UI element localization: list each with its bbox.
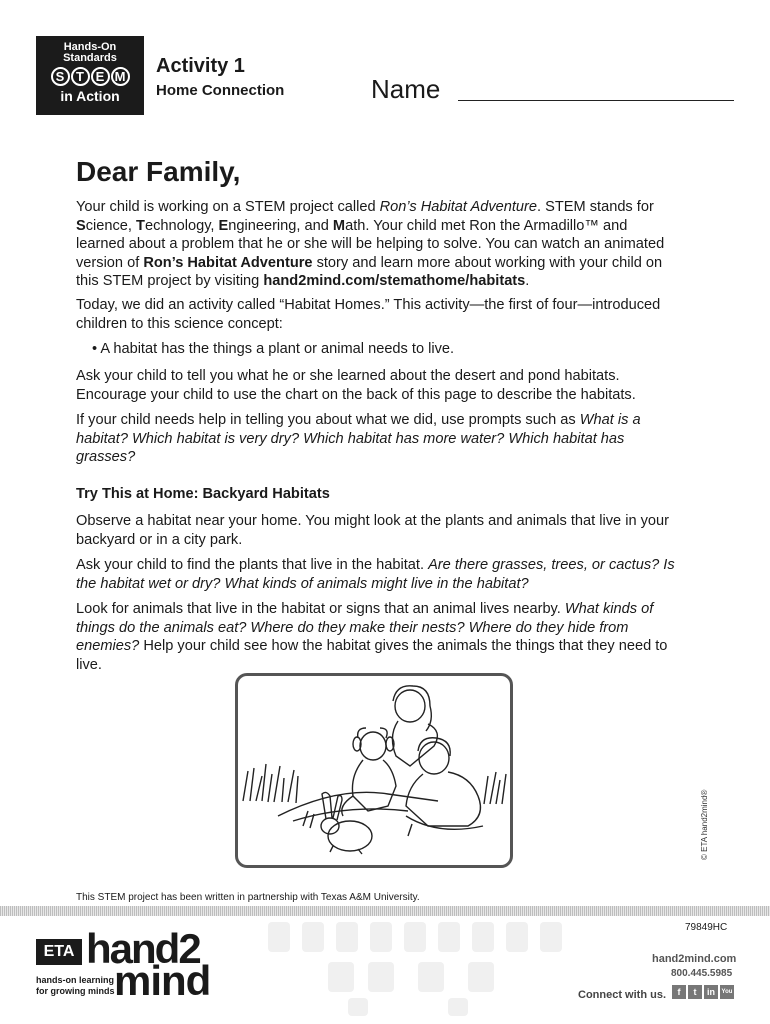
p1-engineering: ngineering, and xyxy=(228,217,333,234)
p1-text-c: story and learn more about working with your child on this STEM project by visiting xyxy=(76,254,663,289)
facebook-icon[interactable]: f xyxy=(672,985,686,999)
p1-science: cience, xyxy=(85,217,137,234)
tagline-line2: for growing minds xyxy=(36,986,115,996)
name-field-line[interactable] xyxy=(458,100,734,101)
concept-bullet: • A habitat has the things a plant or animal needs to live. xyxy=(92,341,455,357)
stem-letter-s: S xyxy=(76,217,86,234)
activity-title: Activity 1 xyxy=(156,55,245,77)
story-title-italic: Ron’s Habitat Adventure xyxy=(379,199,538,215)
kids-watermark xyxy=(268,918,578,1018)
observe-paragraph: Observe a habitat near your home. You might look at the plants and animals that live in your backyard or in a city park. xyxy=(76,513,670,548)
p1-math: ath. Your child met Ron the Armadillo™ and learned about a problem that he or she will be helping to solve. You can watch an animated version of xyxy=(76,217,665,271)
logo-letter-e: E xyxy=(91,67,110,86)
try-at-home-heading: Try This at Home: Backyard Habitats xyxy=(76,486,330,502)
family-with-rabbit-drawing xyxy=(238,676,510,865)
linkedin-icon[interactable]: in xyxy=(704,985,718,999)
animals-paragraph xyxy=(76,600,676,674)
copyright-notice: © ETA hand2mind® xyxy=(700,789,709,860)
p1-text-a: Your child is working on a STEM project called xyxy=(76,199,380,215)
p4-text-a: If your child needs help in telling you about what we did, use prompts such as xyxy=(76,412,580,428)
brand-mind: mind xyxy=(114,957,211,1004)
story-title-bold: Ron’s Habitat Adventure xyxy=(143,254,313,271)
p1-technology: echnology, xyxy=(144,217,219,234)
logo-letter-s: S xyxy=(51,67,70,86)
footer-website[interactable]: hand2mind.com xyxy=(652,953,737,965)
product-code: 79849HC xyxy=(685,922,728,933)
stem-letter-e: E xyxy=(218,217,229,234)
p6-text-a: Ask your child to find the plants that live in the habitat. xyxy=(76,557,429,573)
greeting: Dear Family, xyxy=(76,156,241,187)
twitter-icon[interactable]: t xyxy=(688,985,702,999)
eta-logo: ETA xyxy=(36,939,82,965)
name-label: Name xyxy=(371,74,441,104)
stem-letter-t: T xyxy=(136,217,145,234)
logo-letter-t: T xyxy=(71,67,90,86)
p7-text-b: Help your child see how the habitat gives the animals the things that they need to live. xyxy=(76,638,668,673)
footer-divider-band xyxy=(0,906,770,916)
plants-paragraph xyxy=(76,556,676,593)
intro-paragraph xyxy=(76,198,676,291)
activity-paragraph: Today, we did an activity called “Habitat Homes.” This activity—the first of four—introduced children to this science concept: xyxy=(76,297,661,332)
youtube-icon[interactable]: You xyxy=(720,985,734,999)
activity-subtitle: Home Connection xyxy=(156,82,285,99)
logo-stem-letters xyxy=(36,67,144,86)
p7-questions: What kinds of things do the animals eat? Where do they make their nests? Where do they hide from enemies? xyxy=(76,601,654,654)
stem-letter-m: M xyxy=(332,217,346,234)
website-link[interactable]: hand2mind.com/stemathome/habitats xyxy=(263,273,526,289)
footer-phone: 800.445.5985 xyxy=(671,968,733,979)
p6-questions: Are there grasses, trees, or cactus? Is the habitat wet or dry? What kinds of animals might live in the habitat? xyxy=(76,557,675,592)
partnership-note: This STEM project has been written in partnership with Texas A&M University. xyxy=(76,892,420,903)
ask-paragraph: Ask your child to tell you what he or she learned about the desert and pond habitats. Encourage your child to use the chart on the back of this page to describe the habitats. xyxy=(76,368,636,403)
p1-text-b: . STEM stands for xyxy=(537,199,654,215)
p7-text-a: Look for animals that live in the habitat or signs that an animal lives nearby. xyxy=(76,601,565,617)
family-illustration xyxy=(235,673,513,868)
stem-logo xyxy=(36,36,144,115)
p4-prompts: What is a habitat? Which habitat is very dry? Which habitat has more water? Which habitat has grasses? xyxy=(76,412,641,465)
brand-hand2: hand2 xyxy=(86,925,200,972)
logo-line2: Standards xyxy=(63,52,117,64)
logo-line1: Hands-On xyxy=(63,41,117,53)
tagline-line1: hands-on learning xyxy=(36,975,115,985)
p1-text-d: . xyxy=(525,273,530,289)
logo-line3: in Action xyxy=(60,88,120,104)
prompts-paragraph xyxy=(76,411,676,467)
logo-letter-m: M xyxy=(111,67,130,86)
connect-with-us: Connect with us. xyxy=(578,989,666,1001)
